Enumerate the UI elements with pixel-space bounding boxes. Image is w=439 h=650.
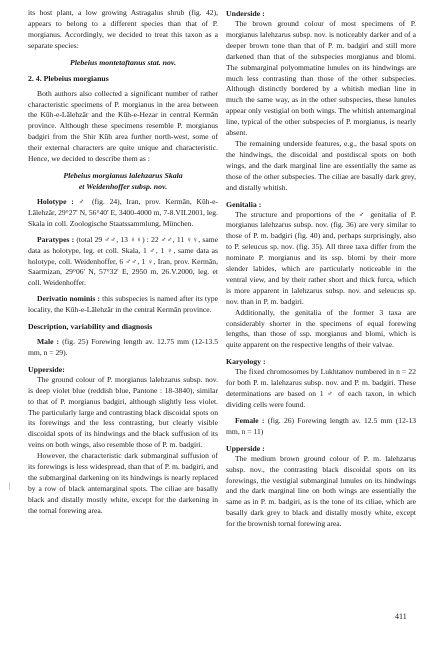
section-heading: Upperside : (226, 443, 265, 453)
paragraph: Additionally, the genitalia of the former 3 taxa are considerably shorter in the specimens of equal forewing lengths, than those of ssp. morgianus and blomi, which is quite apparent on the respective lengths of their valvae. (226, 307, 416, 350)
paragraph: The structure and proportions of the ♂ genitalia of P. morgianus lalehzarus subsp. nov. (fig. 36) are very similar to those of P. m. badgiri (fig. 40) and, perhaps surprisingly, also to P. seleucus sp. nov. (fig. 35). All three taxa differ from the nominate P. morgianus and its ssp. blomi by their more slender labides, which are particularly noticeable in the ventral view, and by their rather short and thick furca, which is more apparent in lalehzarus subsp. nov. and seleucus sp. nov. than in P. m. badgiri. (226, 209, 416, 306)
holotype-label: Holotype : (37, 196, 74, 206)
paragraph: its host plant, a low growing Astragalus shrub (fig. 42), appears to belong to a different species than that of P. morgianus. Accordingly, we decided to treat this taxon as a separate species: (28, 8, 218, 50)
section-heading: Genitalia : (226, 199, 262, 209)
paratypes-label: Paratypes : (37, 234, 75, 244)
paragraph: The brown ground colour of most specimens of P. morgianus lalehzarus subsp. nov. is noticeably darker and of a deeper brown tone than that of P. m. badgiri and still more darkened than that of the subspecies morgianus and blomi. The submarginal polyommatine lunules on its hindwings are much less contrasting than those of the other subspecies. Although distinctly bordered by a whitish median line in much the same way, as in the other subspecies, these lunules appear only vestigial on both wings. The whitish antemarginal line, typical of the other subspecies of P. morgianus, is nearly absent. (226, 19, 416, 138)
margin-mark (9, 482, 10, 490)
paratypes-paragraph (28, 235, 218, 290)
section-heading: Karyology : (226, 357, 266, 367)
paragraph: However, the characteristic dark submarginal suffusion of its forewings is less widespread, than that of P. m. badgiri, and the submarginal darkening on its hindwings is nearly replaced by a row of black antemarginal spots. The ciliae are basally black and distally mostly white, except for the darkening in the tornal forewing area. (28, 451, 218, 515)
paragraph: Both authors also collected a significant number of rather characteristic specimens of P. morgianus in the area between the Kūh-e-Lālehzār and the Kūh-e-Hezar in central Kermān province. Although these specimens resemble P. morgianus badgiri from the Shir Kūh area further north-west, some of their external characters are quite unique and characteristic. Hence, we decided to describe them as : (28, 88, 218, 164)
paragraph: The remaining underside features, e.g., the basal spots on the hindwings, the discoidal and postdiscal spots on both wings, and the dark marginal line are essentially the same as those of the other subspecies. The ciliae are basally dark grey, and distally whitish. (226, 138, 416, 192)
section-heading: Underside : (226, 9, 265, 18)
right-column (226, 8, 416, 530)
subspecies-title (28, 170, 218, 192)
paragraph: The ground colour of P. morgianus lalehzarus subsp. nov. is deep violet blue (reddish blue, Pantone : 18-3840), similar to that of P. morgianus badgiri, although slightly less violet. The particularly large and contrasting black discoidal spots on its forewings and the less contrasting, but clearly visible discoidal spots of its hindwings and the black suffusion of its veins on both wings, also resemble those of P. m. badgiri. (28, 374, 218, 450)
derivatio-paragraph (28, 294, 218, 316)
section-heading: Description, variability and diagnosis (28, 322, 153, 332)
section-heading: Plebeius montetaftanus stat. nov. (69, 57, 177, 67)
holotype-paragraph (28, 197, 218, 230)
page-number: 411 (395, 612, 407, 621)
subspecies-title-line1: Plebeius morgianus lalehzarus Skala (63, 170, 183, 180)
left-column (28, 8, 218, 517)
paragraph: The fixed chromosomes by Lukhtanov numbered in n = 22 for both P. m. lalehzarus subsp. nov. and P. m. badgiri. These determinations are based on 1 ♂ of each taxon, in which dividing cells were found. (226, 367, 416, 409)
subspecies-title-line2: et Weidenhoffer subsp. nov. (78, 181, 168, 191)
male-label: Male : (37, 337, 60, 347)
holotype-text: ♂ (fig. 24), Iran, prov. Kermān, Kūh-e-Lālehzār, 29°27' N, 56°40' E, 3400-4000 m, 7-8.VII.2001, leg. Skala in coll. Zoologische Staatssammlung, München. (28, 196, 218, 228)
paragraph: The medium brown ground colour of P. m. lalehzarus subsp. nov., the contrasting black discoidal spots on its forewings, the vestigial submarginal lunules on its hindwings and the dark marginal line on both wings are essentially the same as in P. m. badgiri, as is the tone of its ciliae, which are basally dark grey to black and distally mostly white, except for the brownish tornal forewing area. (226, 453, 416, 529)
male-text: (fig. 25) Forewing length av. 12.75 mm (12-13.5 mm, n = 29). (28, 337, 218, 357)
section-heading: 2. 4. Plebeius morgianus (28, 73, 109, 83)
female-paragraph (226, 416, 416, 438)
derivatio-text: this subspecies is named after its type locality, the Kūh-e-Lālehzār in the central Kermān province. (28, 294, 219, 315)
female-text: (fig. 26) Forewing length av. 12.5 mm (12-13 mm, n = 11) (226, 415, 416, 436)
paratypes-text: (total 29 ♂♂, 13 ♀♀) : 22 ♂♂, 11 ♀♀, same data as holotype, leg. et coll. Skala, 1 ♂, 1 ♀, same data as holotype, coll. Weidenhoffer, 6 ♂♂, 1 ♀, Iran, prov. Kermān, Saarmizan, 29°06' N, 57°32' E, 2950 m, 26.V.2000, leg. et coll. Weidenhoffer. (28, 234, 218, 288)
female-label: Female : (235, 415, 265, 425)
derivatio-label: Derivatio nominis : (37, 294, 100, 304)
male-paragraph (28, 337, 218, 359)
section-heading: Upperside: (28, 364, 65, 374)
